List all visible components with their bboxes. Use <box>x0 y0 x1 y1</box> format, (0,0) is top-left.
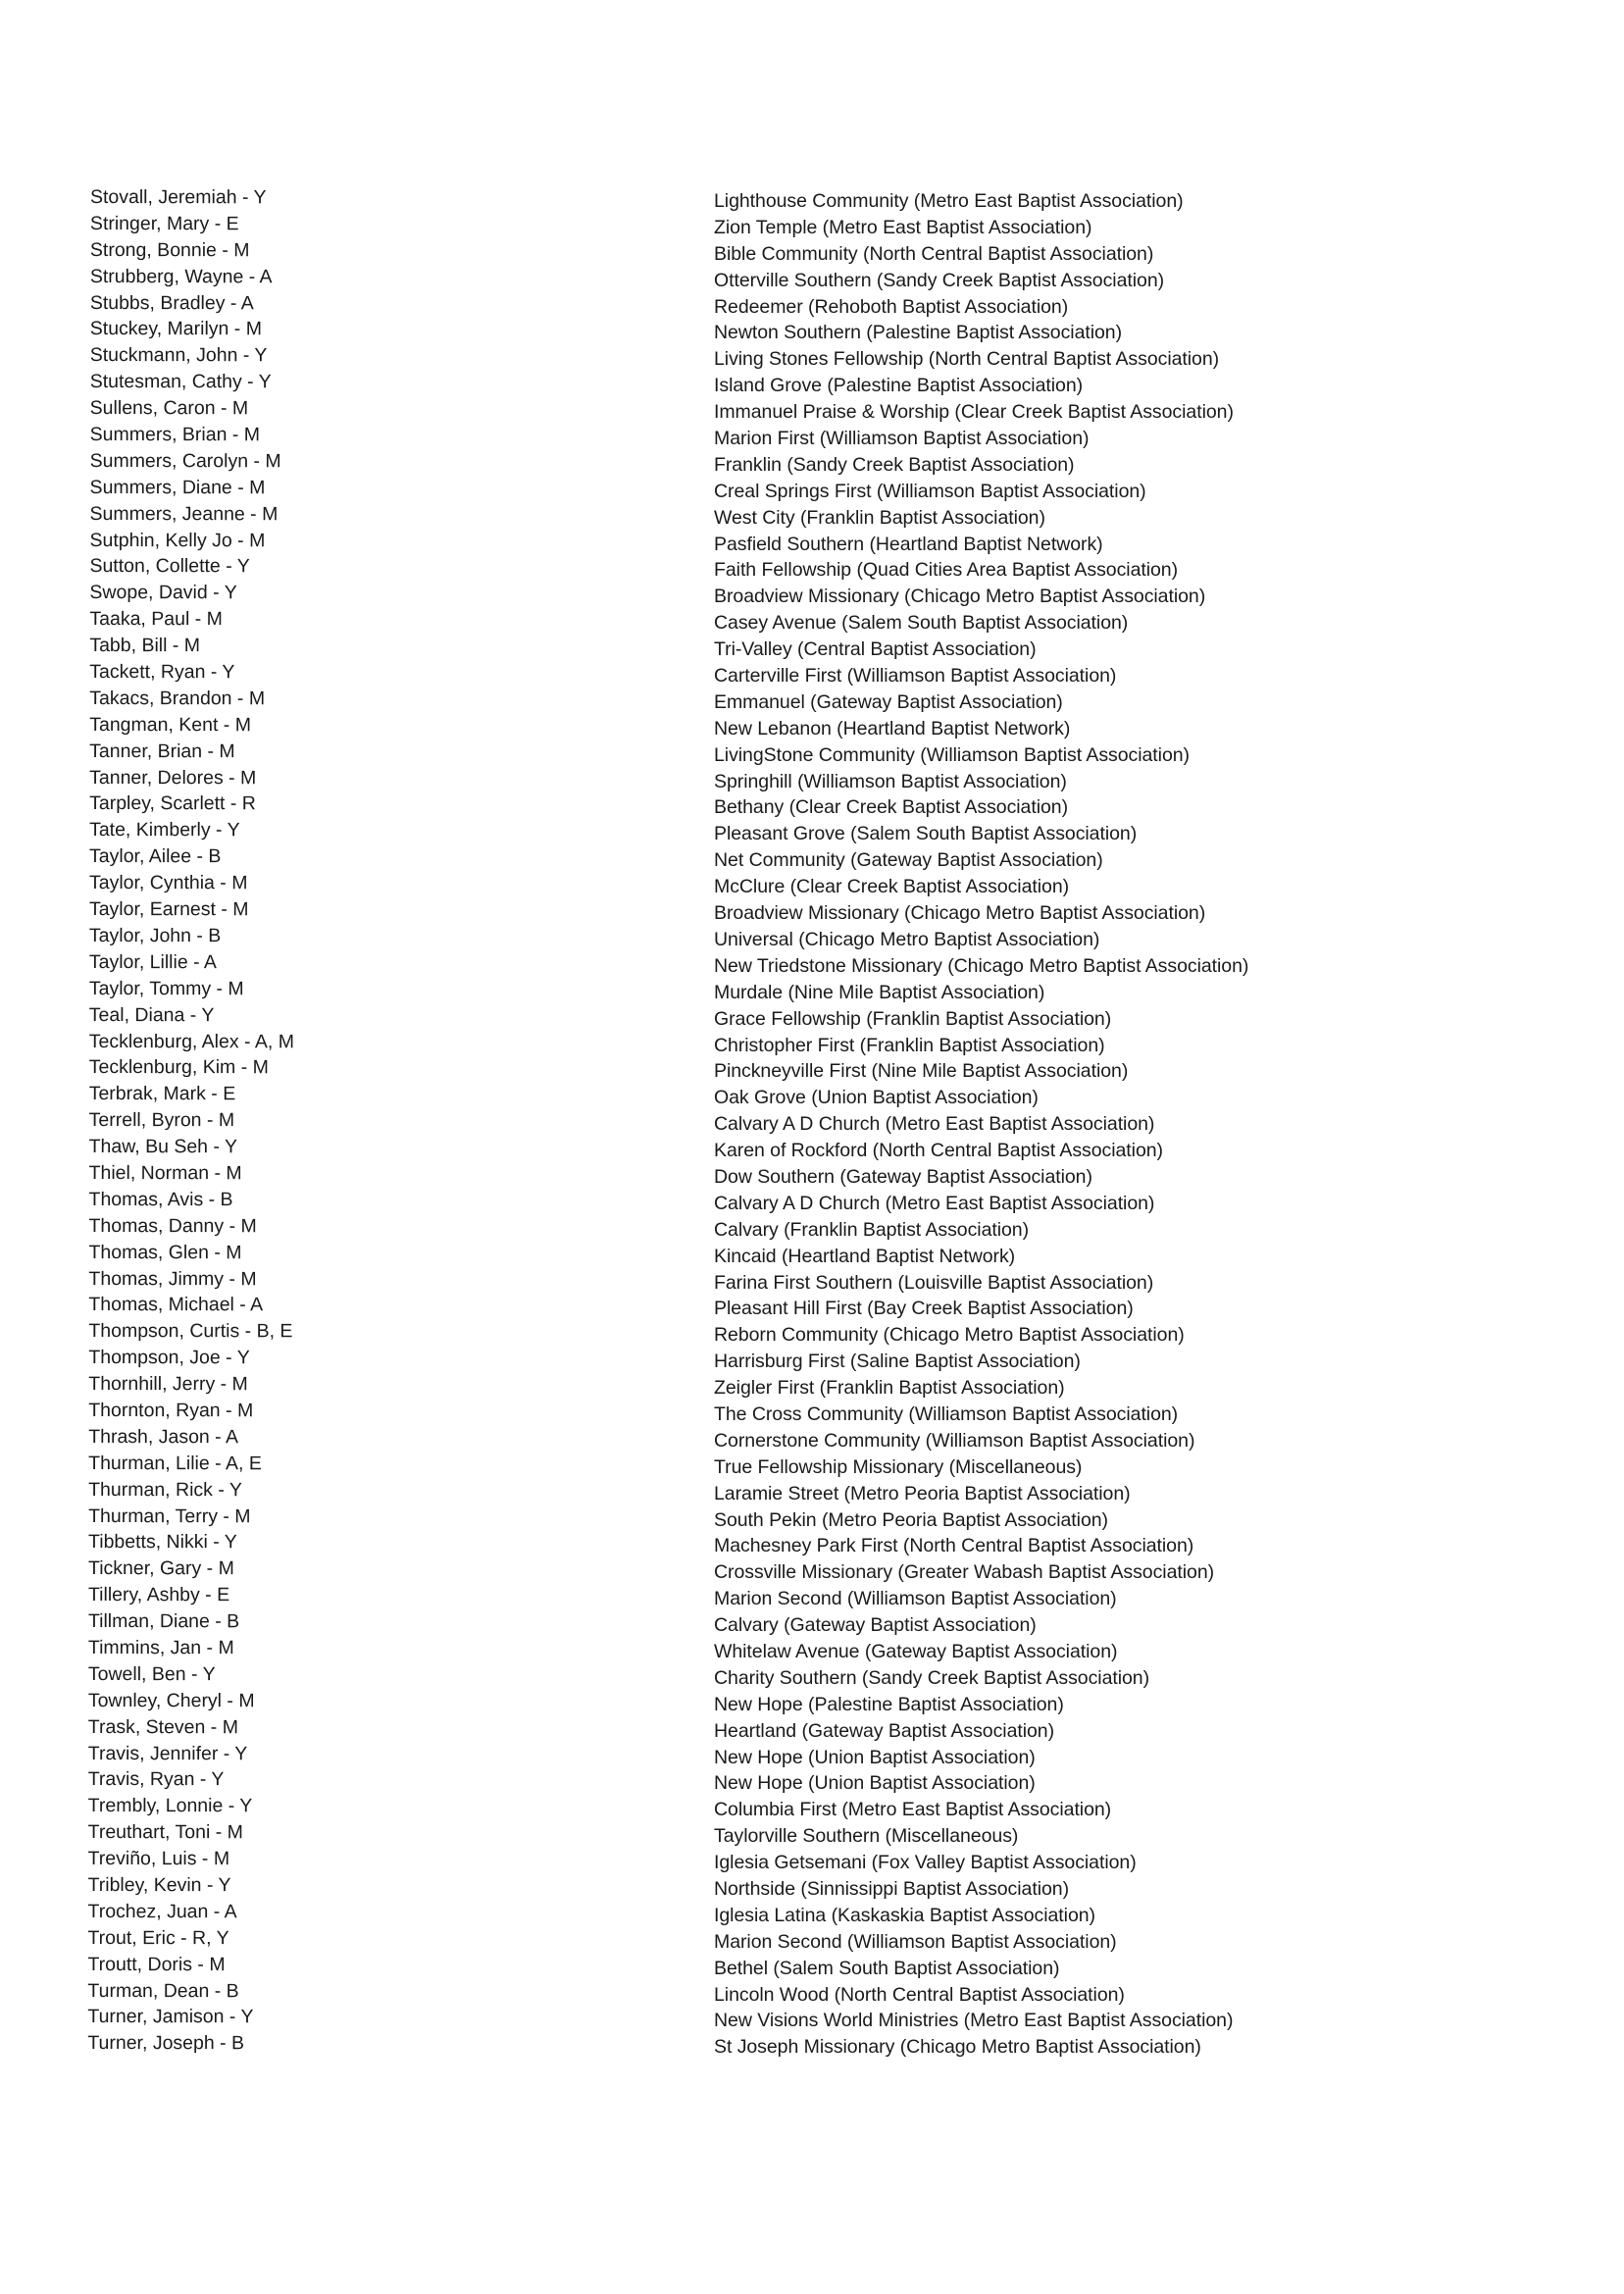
member-name: Stovall, Jeremiah - Y <box>89 186 267 209</box>
church-name: New Hope (Palestine Baptist Association) <box>714 1693 1064 1715</box>
church-name: Karen of Rockford (North Central Baptist Association) <box>714 1140 1163 1162</box>
church-name: Heartland (Gateway Baptist Association) <box>714 1719 1055 1742</box>
member-name: Taaka, Paul - M <box>89 608 223 631</box>
church-name: West City (Franklin Baptist Association) <box>714 506 1045 529</box>
member-name: Townley, Cheryl - M <box>87 1689 255 1712</box>
member-name: Terbrak, Mark - E <box>88 1083 236 1105</box>
church-name: New Lebanon (Heartland Baptist Network) <box>714 717 1071 739</box>
member-name: Tibbetts, Nikki - Y <box>88 1531 237 1554</box>
church-name: Zeigler First (Franklin Baptist Association) <box>714 1377 1065 1400</box>
church-name: Island Grove (Palestine Baptist Association) <box>714 375 1084 397</box>
member-name: Strong, Bonnie - M <box>89 238 250 262</box>
church-name: Pleasant Grove (Salem South Baptist Association) <box>714 823 1138 845</box>
church-name: New Triedstone Missionary (Chicago Metro Baptist Association) <box>714 954 1249 977</box>
member-name: Treuthart, Toni - M <box>87 1821 243 1844</box>
member-name: Thiel, Norman - M <box>88 1161 242 1185</box>
church-name: Murdale (Nine Mile Baptist Association) <box>714 981 1045 1003</box>
church-name: Iglesia Latina (Kaskaskia Baptist Association) <box>714 1904 1095 1926</box>
church-name: Christopher First (Franklin Baptist Association) <box>714 1034 1105 1056</box>
member-name: Takacs, Brandon - M <box>89 687 266 710</box>
church-name: Grace Fellowship (Franklin Baptist Association) <box>714 1007 1112 1030</box>
member-name: Trembly, Lonnie - Y <box>87 1795 253 1817</box>
member-name: Taylor, John - B <box>88 924 222 947</box>
member-name: Thrash, Jason - A <box>88 1425 239 1449</box>
church-name: Bethel (Salem South Baptist Association) <box>714 1957 1060 1979</box>
church-name: Calvary (Franklin Baptist Association) <box>714 1218 1030 1241</box>
church-name: Broadview Missionary (Chicago Metro Baptist Association) <box>714 902 1206 925</box>
church-name: Oak Grove (Union Baptist Association) <box>714 1087 1039 1109</box>
member-name: Stringer, Mary - E <box>89 212 239 235</box>
church-name: Harrisburg First (Saline Baptist Association) <box>714 1351 1081 1373</box>
member-name: Taylor, Ailee - B <box>89 845 222 868</box>
church-name: Newton Southern (Palestine Baptist Association) <box>714 322 1123 344</box>
member-name: Swope, David - Y <box>89 582 237 604</box>
member-name: Thornhill, Jerry - M <box>88 1373 248 1396</box>
member-name: Timmins, Jan - M <box>87 1636 234 1659</box>
member-name: Summers, Diane - M <box>89 476 266 499</box>
member-name: Turner, Joseph - B <box>87 2032 245 2055</box>
member-name: Summers, Jeanne - M <box>89 502 279 525</box>
member-name: Travis, Jennifer - Y <box>87 1742 248 1764</box>
church-name: Reborn Community (Chicago Metro Baptist Association) <box>714 1324 1185 1347</box>
church-name: Carterville First (Williamson Baptist Association) <box>714 665 1117 688</box>
member-name: Sullens, Caron - M <box>89 397 249 420</box>
church-name: South Pekin (Metro Peoria Baptist Association) <box>714 1508 1108 1531</box>
church-name: Pasfield Southern (Heartland Baptist Network) <box>714 533 1103 555</box>
church-name: Redeemer (Rehoboth Baptist Association) <box>714 295 1069 318</box>
church-name: Calvary A D Church (Metro East Baptist Association) <box>714 1113 1155 1136</box>
church-name: Northside (Sinnissippi Baptist Association) <box>714 1878 1070 1900</box>
church-name: Cornerstone Community (Williamson Baptist Association) <box>714 1429 1195 1452</box>
church-name: Iglesia Getsemani (Fox Valley Baptist Association) <box>714 1852 1137 1874</box>
member-name: Tecklenburg, Kim - M <box>88 1056 269 1079</box>
member-name: Thurman, Rick - Y <box>88 1478 242 1501</box>
member-name: Strubberg, Wayne - A <box>89 265 273 287</box>
church-name: The Cross Community (Williamson Baptist Association) <box>714 1402 1179 1425</box>
church-name: Zion Temple (Metro East Baptist Association) <box>714 216 1092 238</box>
member-name: Sutton, Collette - Y <box>89 555 250 578</box>
member-name: Thomas, Avis - B <box>88 1188 233 1211</box>
member-name: Thompson, Curtis - B, E <box>88 1320 293 1343</box>
member-name: Tillery, Ashby - E <box>87 1584 230 1606</box>
member-name: Tabb, Bill - M <box>89 635 201 657</box>
church-name: St Joseph Missionary (Chicago Metro Baptist Association) <box>714 2036 1201 2059</box>
names-column <box>87 184 639 2058</box>
member-name: Taylor, Tommy - M <box>88 977 244 999</box>
member-name: Taylor, Cynthia - M <box>88 872 248 894</box>
church-name: Emmanuel (Gateway Baptist Association) <box>714 690 1063 713</box>
member-name: Travis, Ryan - Y <box>87 1768 225 1791</box>
member-name: Thomas, Michael - A <box>88 1294 264 1316</box>
member-name: Thurman, Lilie - A, E <box>88 1452 262 1474</box>
member-name: Thomas, Jimmy - M <box>88 1267 257 1290</box>
church-name: True Fellowship Missionary (Miscellaneous) <box>714 1455 1083 1478</box>
church-name: New Hope (Union Baptist Association) <box>714 1772 1036 1795</box>
church-name: Marion Second (Williamson Baptist Association) <box>714 1588 1117 1610</box>
church-name: Immanuel Praise & Worship (Clear Creek Baptist Association) <box>714 401 1234 424</box>
church-name: Laramie Street (Metro Peoria Baptist Association) <box>714 1482 1131 1504</box>
church-name: Marion First (Williamson Baptist Association) <box>714 428 1090 450</box>
member-name: Summers, Brian - M <box>89 424 261 446</box>
member-name: Summers, Carolyn - M <box>89 449 281 473</box>
member-name: Thornton, Ryan - M <box>88 1399 254 1422</box>
church-name: Pleasant Hill First (Bay Creek Baptist Association) <box>714 1298 1134 1320</box>
church-name: Farina First Southern (Louisville Baptist Association) <box>714 1271 1154 1294</box>
churches-column <box>714 188 1597 2061</box>
member-name: Trask, Steven - M <box>87 1715 238 1738</box>
member-name: Tate, Kimberly - Y <box>89 819 240 841</box>
church-name: Taylorville Southern (Miscellaneous) <box>714 1825 1019 1848</box>
church-name: Kincaid (Heartland Baptist Network) <box>714 1245 1016 1267</box>
church-name: Calvary (Gateway Baptist Association) <box>714 1614 1037 1637</box>
church-name: LivingStone Community (Williamson Baptist Association) <box>714 743 1190 766</box>
member-name: Stutesman, Cathy - Y <box>89 371 272 393</box>
member-name: Treviño, Luis - M <box>87 1848 230 1870</box>
member-name: Tecklenburg, Alex - A, M <box>88 1030 294 1052</box>
church-name: Springhill (Williamson Baptist Association) <box>714 770 1067 792</box>
church-name: Dow Southern (Gateway Baptist Association) <box>714 1165 1092 1188</box>
member-name: Teal, Diana - Y <box>88 1003 215 1026</box>
church-name: Tri-Valley (Central Baptist Association) <box>714 638 1037 661</box>
member-name: Tillman, Diane - B <box>87 1610 240 1633</box>
member-name: Tribley, Kevin - Y <box>87 1873 231 1897</box>
member-name: Stuckey, Marilyn - M <box>89 318 262 340</box>
member-name: Stubbs, Bradley - A <box>89 291 254 314</box>
member-name: Trout, Eric - R, Y <box>87 1926 229 1949</box>
member-name: Turman, Dean - B <box>87 1979 239 2002</box>
member-name: Tanner, Delores - M <box>89 766 257 789</box>
church-name: Faith Fellowship (Quad Cities Area Baptist Association) <box>714 559 1179 582</box>
church-name: Marion Second (Williamson Baptist Association) <box>714 1930 1117 1953</box>
member-name: Turner, Jamison - Y <box>87 2006 254 2028</box>
church-name: Casey Avenue (Salem South Baptist Association) <box>714 612 1129 635</box>
member-name: Tangman, Kent - M <box>89 713 251 737</box>
church-name: Broadview Missionary (Chicago Metro Baptist Association) <box>714 586 1206 608</box>
member-name: Tanner, Brian - M <box>89 739 235 762</box>
member-name: Tackett, Ryan - Y <box>89 661 235 684</box>
member-name: Thomas, Glen - M <box>88 1241 242 1263</box>
church-name: Lighthouse Community (Metro East Baptist Association) <box>714 190 1184 212</box>
church-name: Pinckneyville First (Nine Mile Baptist Association) <box>714 1060 1129 1083</box>
church-name: Columbia First (Metro East Baptist Association) <box>714 1799 1112 1821</box>
member-name: Thaw, Bu Seh - Y <box>88 1136 238 1158</box>
member-name: Sutphin, Kelly Jo - M <box>89 529 266 551</box>
church-name: New Hope (Union Baptist Association) <box>714 1746 1036 1768</box>
member-name: Thompson, Joe - Y <box>88 1347 250 1369</box>
church-name: Net Community (Gateway Baptist Association) <box>714 849 1103 872</box>
church-name: Otterville Southern (Sandy Creek Baptist Association) <box>714 269 1165 291</box>
member-name: Taylor, Earnest - M <box>88 898 249 921</box>
church-name: Crossville Missionary (Greater Wabash Baptist Association) <box>714 1561 1215 1584</box>
church-name: Franklin (Sandy Creek Baptist Association) <box>714 453 1075 476</box>
member-name: Tickner, Gary - M <box>88 1557 234 1580</box>
church-name: Bible Community (North Central Baptist Association) <box>714 242 1154 265</box>
church-name: McClure (Clear Creek Baptist Association) <box>714 876 1070 898</box>
member-name: Terrell, Byron - M <box>88 1109 235 1132</box>
church-name: Universal (Chicago Metro Baptist Association) <box>714 928 1100 950</box>
member-name: Tarpley, Scarlett - R <box>89 792 256 815</box>
member-name: Taylor, Lillie - A <box>88 950 217 974</box>
church-name: Creal Springs First (Williamson Baptist Association) <box>714 480 1146 502</box>
church-name: Lincoln Wood (North Central Baptist Association) <box>714 1983 1125 2006</box>
member-name: Thomas, Danny - M <box>88 1214 257 1237</box>
member-name: Thurman, Terry - M <box>88 1504 251 1527</box>
church-name: Bethany (Clear Creek Baptist Association) <box>714 796 1069 819</box>
church-name: Calvary A D Church (Metro East Baptist Association) <box>714 1192 1155 1214</box>
member-name: Stuckmann, John - Y <box>89 344 268 367</box>
church-name: Charity Southern (Sandy Creek Baptist Association) <box>714 1666 1150 1689</box>
church-name: Whitelaw Avenue (Gateway Baptist Association) <box>714 1640 1118 1662</box>
member-name: Trochez, Juan - A <box>87 1900 237 1923</box>
member-name: Towell, Ben - Y <box>87 1662 216 1686</box>
church-name: New Visions World Ministries (Metro East Baptist Association) <box>714 2010 1234 2032</box>
member-name: Troutt, Doris - M <box>87 1953 226 1975</box>
church-name: Living Stones Fellowship (North Central Baptist Association) <box>714 348 1220 371</box>
church-name: Machesney Park First (North Central Baptist Association) <box>714 1535 1194 1557</box>
